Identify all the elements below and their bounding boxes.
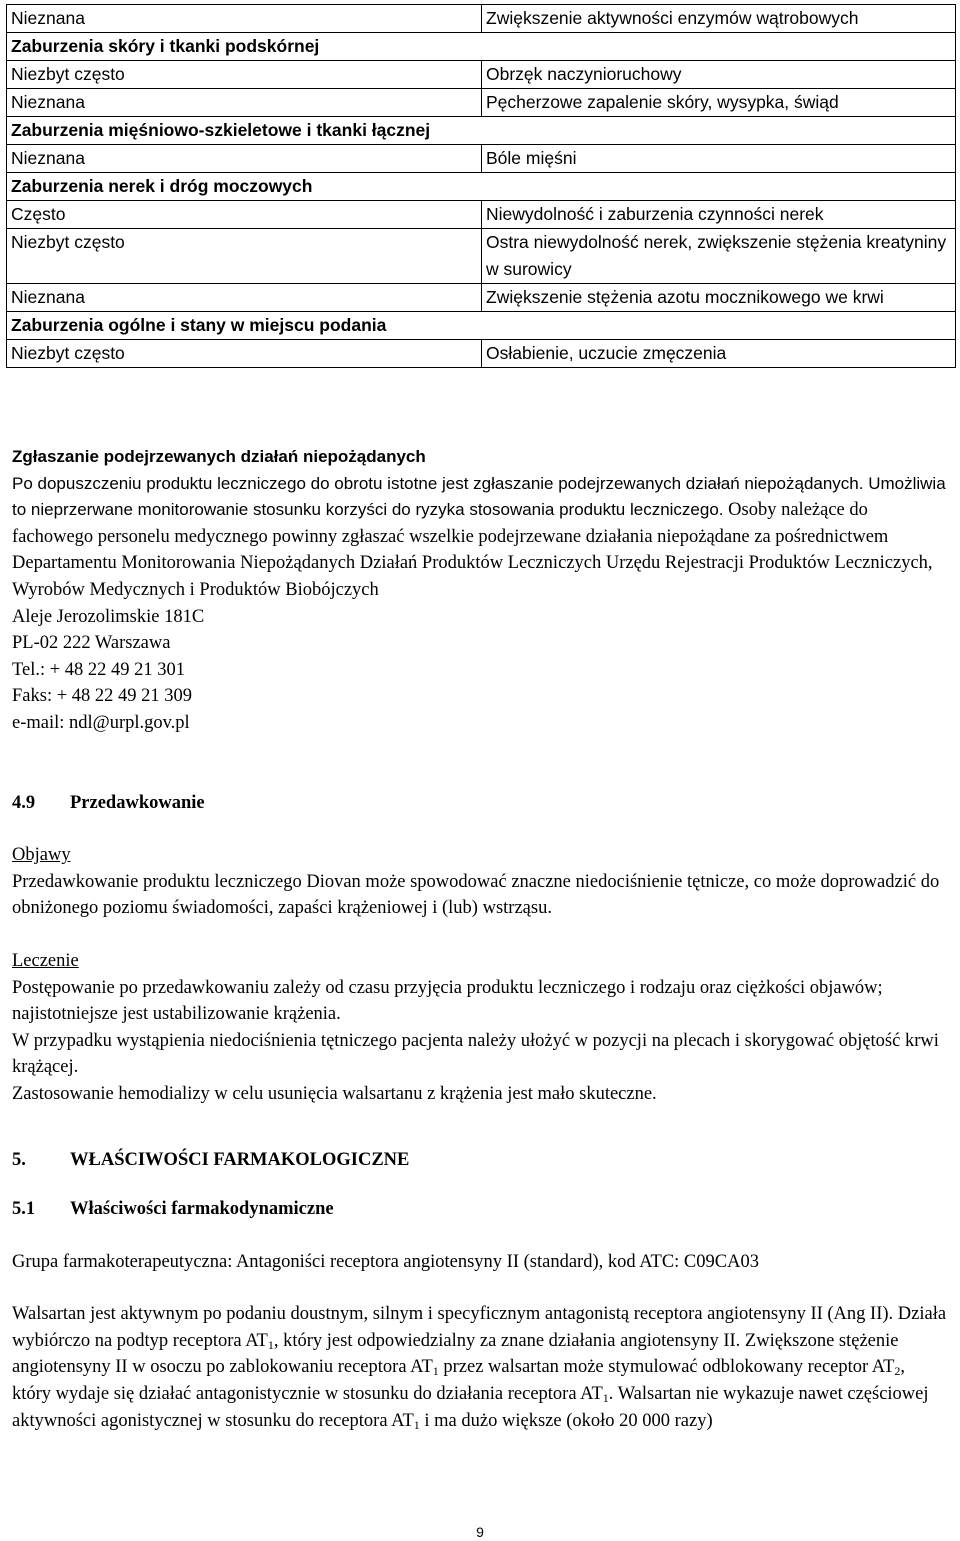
section-number: 5.: [12, 1150, 26, 1171]
table-row: [7, 284, 956, 312]
pharmacotherapeutic-group: Grupa farmakoterapeutyczna: Antagoniści receptora angiotensyny II (standard), kod ATC: C09CA03: [12, 1251, 759, 1272]
section-5-heading: [12, 1147, 948, 1174]
text-run: . Walsartan nie wykazuje nawet częściowej aktywności agonistycznej w stosunku do receptora AT: [12, 1384, 929, 1431]
effect-cell: Obrzęk naczynioruchowy: [482, 61, 956, 89]
address-line: Tel.: + 48 22 49 21 301: [12, 659, 186, 680]
frequency-cell: Niezbyt często: [7, 229, 482, 284]
symptoms-heading: Objawy: [12, 845, 71, 866]
treatment-paragraph: W przypadku wystąpienia niedociśnienia tętniczego pacjenta należy ułożyć w pozycji na plecach i skorygować objętość krwi krążącej.: [12, 1030, 939, 1078]
reporting-text-1: Po dopuszczeniu produktu leczniczego do obrotu istotne jest zgłaszanie podejrzewanych działań niepożądanych. Umożliwia to nieprzerwane monitorowanie stosunku korzyści do ryzyka stosowania produktu leczniczego.: [12, 473, 946, 520]
text-run: przez walsartan może stymulować odblokowany receptor AT: [438, 1357, 895, 1378]
frequency-cell: Nieznana: [7, 145, 482, 173]
section-4-9-heading: [12, 790, 948, 817]
frequency-cell: Często: [7, 201, 482, 229]
frequency-cell: Nieznana: [7, 5, 482, 33]
category-row: [7, 33, 956, 61]
effect-cell: Ostra niewydolność nerek, zwiększenie stężenia kreatyniny w surowicy: [482, 229, 956, 284]
category-row: [7, 117, 956, 145]
treatment-paragraph: Zastosowanie hemodializy w celu usunięcia walsartanu z krążenia jest mało skuteczne.: [12, 1083, 657, 1104]
text-run: , który wydaje się działać antagonistycznie w stosunku do działania receptora AT: [12, 1357, 906, 1405]
subscript: 2: [894, 1364, 901, 1379]
table-row: [7, 229, 956, 284]
pharmacodynamics-paragraph: [12, 1301, 948, 1434]
section-5-1-heading: [12, 1196, 948, 1223]
section-title: Właściwości farmakodynamiczne: [70, 1199, 334, 1220]
subscript: 1: [267, 1337, 274, 1352]
adverse-effects-table: [6, 4, 956, 368]
subscript: 1: [413, 1417, 420, 1432]
frequency-cell: Niezbyt często: [7, 340, 482, 368]
reporting-paragraph: [12, 471, 948, 604]
frequency-cell: Niezbyt często: [7, 61, 482, 89]
category-row: [7, 173, 956, 201]
effect-cell: Zwiększenie stężenia azotu mocznikowego we krwi: [482, 284, 956, 312]
table-row: [7, 201, 956, 229]
category-row: [7, 312, 956, 340]
effect-cell: Pęcherzowe zapalenie skóry, wysypka, świąd: [482, 89, 956, 117]
table-row: [7, 89, 956, 117]
address-line: Faks: + 48 22 49 21 309: [12, 686, 193, 707]
adverse-effects-table-body: [7, 5, 956, 368]
reporting-section: [12, 444, 948, 604]
table-row: [7, 145, 956, 173]
section-number: 5.1: [12, 1199, 36, 1220]
reporting-text-2: Osoby należące do fachowego personelu medycznego powinny zgłaszać wszelkie podejrzewane działania niepożądane za pośrednictwem Departamentu Monitorowania Niepożądanych Działań Produktów Leczniczych Urzędu Rejestracji Produktów Leczniczych, Wyrobów Medycznych i Produktów Biobójczych: [12, 500, 933, 600]
category-label: Zaburzenia skóry i tkanki podskórnej: [7, 33, 956, 61]
table-row: [7, 340, 956, 368]
section-number: 4.9: [12, 792, 36, 813]
category-label: Zaburzenia mięśniowo-szkieletowe i tkanki łącznej: [7, 117, 956, 145]
frequency-cell: Nieznana: [7, 284, 482, 312]
table-row: [7, 5, 956, 33]
address-block: [12, 604, 948, 737]
reporting-heading: Zgłaszanie podejrzewanych działań niepożądanych: [12, 447, 426, 466]
subscript: 1: [432, 1364, 439, 1379]
document-body: [12, 444, 948, 1434]
subscript: 1: [602, 1391, 609, 1406]
text-run: i ma dużo większe (około 20 000 razy): [419, 1410, 713, 1431]
frequency-cell: Nieznana: [7, 89, 482, 117]
treatment-paragraph: Postępowanie po przedawkowaniu zależy od czasu przyjęcia produktu leczniczego i rodzaju oraz ciężkości objawów; najistotniejsze jest ustabilizowanie krążenia.: [12, 977, 883, 1025]
effect-cell: Osłabienie, uczucie zmęczenia: [482, 340, 956, 368]
effect-cell: Niewydolność i zaburzenia czynności nerek: [482, 201, 956, 229]
section-title: WŁAŚCIWOŚCI FARMAKOLOGICZNE: [70, 1150, 410, 1171]
effect-cell: Zwiększenie aktywności enzymów wątrobowych: [482, 5, 956, 33]
address-line: PL-02 222 Warszawa: [12, 633, 171, 654]
effect-cell: Bóle mięśni: [482, 145, 956, 173]
category-label: Zaburzenia ogólne i stany w miejscu podania: [7, 312, 956, 340]
text-run: Walsartan jest aktywnym po podaniu doustnym, silnym i specyficznym antagonistą receptora angiotensyny II (Ang II). Działa wybiórczo na podtyp receptora AT: [12, 1304, 947, 1351]
address-line: Aleje Jerozolimskie 181C: [12, 606, 205, 627]
page-number: 9: [476, 1524, 484, 1540]
section-title: Przedawkowanie: [70, 792, 205, 813]
email-line: e-mail: ndl@urpl.gov.pl: [12, 712, 190, 733]
symptoms-text: Przedawkowanie produktu leczniczego Diovan może spowodować znaczne niedociśnienie tętnicze, co może doprowadzić do obniżonego poziomu świadomości, zapaści krążeniowej i (lub) wstrząsu.: [12, 871, 940, 919]
text-run: , który jest odpowiedzialny za znane działania angiotensyny II. Zwiększone stężenie angiotensyny II w osoczu po zablokowaniu receptora AT: [12, 1330, 899, 1378]
treatment-heading: Leczenie: [12, 950, 79, 971]
table-row: [7, 61, 956, 89]
category-label: Zaburzenia nerek i dróg moczowych: [7, 173, 956, 201]
